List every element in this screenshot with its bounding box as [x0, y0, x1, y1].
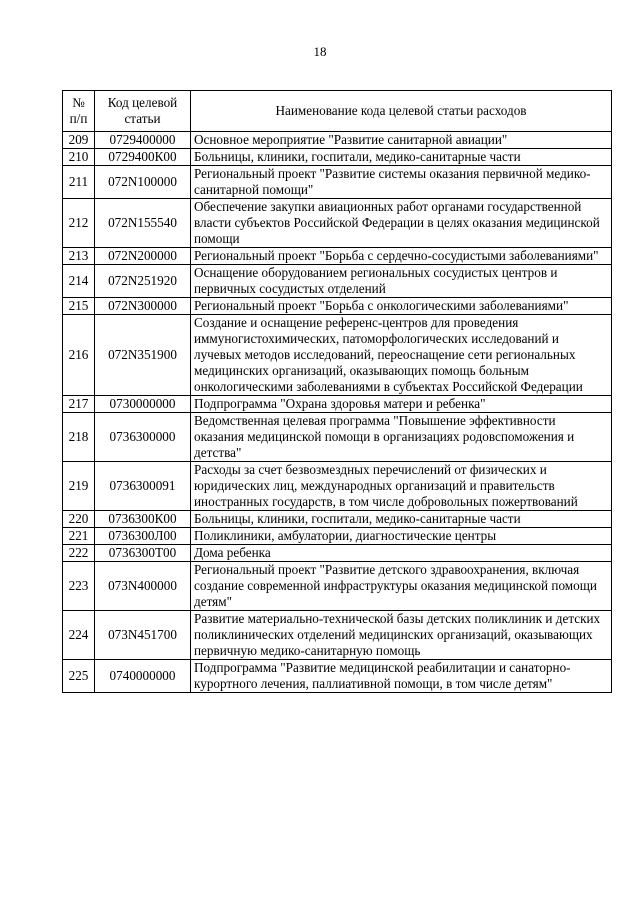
table-row [63, 315, 612, 396]
page-number: 18 [313, 44, 327, 59]
row-code: 072N200000 [95, 248, 191, 265]
row-number: 221 [63, 528, 95, 545]
table-row [63, 611, 612, 660]
row-name: Больницы, клиники, госпитали, медико-санитарные части [191, 149, 612, 166]
row-number: 217 [63, 396, 95, 413]
table-row [63, 545, 612, 562]
row-name: Региональный проект "Развитие системы оказания первичной медико-санитарной помощи" [191, 166, 612, 199]
table-row [63, 265, 612, 298]
row-number: 218 [63, 413, 95, 462]
row-code: 0736300091 [95, 462, 191, 511]
table-row [63, 511, 612, 528]
target-articles-table [62, 90, 612, 693]
table-row [63, 149, 612, 166]
row-name: Развитие материально-технической базы детских поликлиник и детских поликлинических отделений медицинских организаций, оказывающих первичную медико-санитарную помощь [191, 611, 612, 660]
row-code: 072N251920 [95, 265, 191, 298]
row-number: 214 [63, 265, 95, 298]
table-header-row [63, 91, 612, 132]
table-row [63, 298, 612, 315]
table-row [63, 660, 612, 693]
row-code: 0736300Т00 [95, 545, 191, 562]
row-number: 209 [63, 132, 95, 149]
row-code: 072N300000 [95, 298, 191, 315]
table-row [63, 528, 612, 545]
table-row [63, 413, 612, 462]
header-name: Наименование кода целевой статьи расходов [191, 91, 612, 132]
row-code: 0736300Л00 [95, 528, 191, 545]
table-row [63, 132, 612, 149]
table-row [63, 248, 612, 265]
row-name: Больницы, клиники, госпитали, медико-санитарные части [191, 511, 612, 528]
row-number: 211 [63, 166, 95, 199]
row-code: 073N451700 [95, 611, 191, 660]
row-code: 0736300000 [95, 413, 191, 462]
row-number: 215 [63, 298, 95, 315]
row-number: 219 [63, 462, 95, 511]
row-name: Ведомственная целевая программа "Повышение эффективности оказания медицинской помощи в организациях родовспоможения и детства" [191, 413, 612, 462]
row-code: 072N155540 [95, 199, 191, 248]
row-code: 072N351900 [95, 315, 191, 396]
row-name: Региональный проект "Борьба с онкологическими заболеваниями" [191, 298, 612, 315]
table-row [63, 462, 612, 511]
table-row [63, 562, 612, 611]
row-code: 0730000000 [95, 396, 191, 413]
row-name: Региональный проект "Борьба с сердечно-сосудистыми заболеваниями" [191, 248, 612, 265]
header-code: Код целевой статьи [95, 91, 191, 132]
row-number: 212 [63, 199, 95, 248]
table-row [63, 199, 612, 248]
row-name: Дома ребенка [191, 545, 612, 562]
row-name: Оснащение оборудованием региональных сосудистых центров и первичных сосудистых отделений [191, 265, 612, 298]
row-number: 220 [63, 511, 95, 528]
row-number: 213 [63, 248, 95, 265]
row-code: 0736300К00 [95, 511, 191, 528]
row-name: Обеспечение закупки авиационных работ органами государственной власти субъектов Российской Федерации в целях оказания медицинской помощи [191, 199, 612, 248]
row-number: 224 [63, 611, 95, 660]
table-body [63, 132, 612, 693]
row-name: Основное мероприятие "Развитие санитарной авиации" [191, 132, 612, 149]
table-row [63, 166, 612, 199]
row-code: 0729400000 [95, 132, 191, 149]
row-number: 225 [63, 660, 95, 693]
table-row [63, 396, 612, 413]
row-code: 0729400К00 [95, 149, 191, 166]
row-name: Создание и оснащение референс-центров для проведения иммуногистохимических, патоморфологических исследований и лучевых методов исследований, переоснащение сети региональных медицинских организаций, оказывающих помощь больным онкологическими заболеваниями в субъектах Российской Федерации [191, 315, 612, 396]
row-name: Подпрограмма "Охрана здоровья матери и ребенка" [191, 396, 612, 413]
row-number: 216 [63, 315, 95, 396]
row-name: Расходы за счет безвозмездных перечислений от физических и юридических лиц, международных организаций и правительств иностранных государств, в том числе добровольных пожертвований [191, 462, 612, 511]
row-number: 222 [63, 545, 95, 562]
row-code: 073N400000 [95, 562, 191, 611]
header-num: № п/п [63, 91, 95, 132]
row-name: Региональный проект "Развитие детского здравоохранения, включая создание современной инфраструктуры оказания медицинской помощи детям" [191, 562, 612, 611]
row-number: 223 [63, 562, 95, 611]
row-code: 072N100000 [95, 166, 191, 199]
row-name: Подпрограмма "Развитие медицинской реабилитации и санаторно-курортного лечения, паллиативной помощи, в том числе детям" [191, 660, 612, 693]
row-code: 0740000000 [95, 660, 191, 693]
row-number: 210 [63, 149, 95, 166]
row-name: Поликлиники, амбулатории, диагностические центры [191, 528, 612, 545]
